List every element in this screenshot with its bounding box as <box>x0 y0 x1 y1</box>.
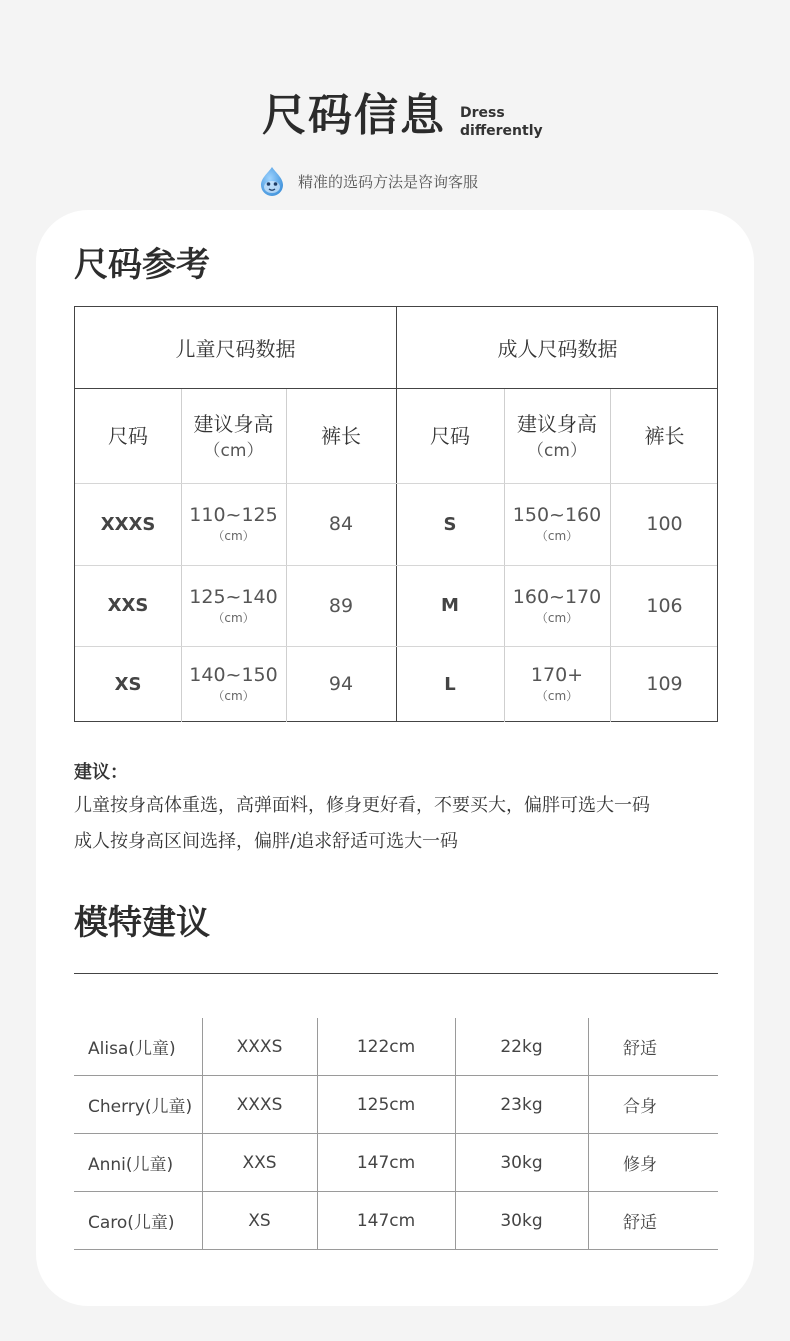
subtitle-block <box>256 165 478 197</box>
model-weight: 30kg <box>500 1210 543 1231</box>
height-unit: （cm） <box>212 689 255 703</box>
height-unit: （cm） <box>535 529 579 543</box>
title-block <box>262 86 543 146</box>
model-size: XXXS <box>236 1094 283 1115</box>
height-cell <box>181 483 286 565</box>
pants-cell: 100 <box>646 513 683 535</box>
height-value: 110~125 <box>189 504 278 526</box>
model-column-divider <box>588 1018 589 1250</box>
height-value: 125~140 <box>189 585 278 608</box>
model-section-title: 模特建议 <box>74 903 210 943</box>
advice-line: 成人按身高区间选择，偏胖/追求舒适可选大一码 <box>74 831 459 852</box>
model-column-divider <box>455 1018 456 1250</box>
pants-cell: 109 <box>646 673 683 695</box>
model-height: 122cm <box>356 1036 416 1057</box>
advice-line: 儿童按身高体重选，高弹面料，修身更好看，不要买大，偏胖可选大一码 <box>74 795 650 816</box>
model-fit: 合身 <box>623 1097 657 1117</box>
height-cell <box>181 565 286 646</box>
page-title: 尺码信息 <box>262 90 446 141</box>
model-section-divider <box>74 973 718 974</box>
water-drop-mascot-icon <box>256 165 288 197</box>
model-weight: 23kg <box>500 1094 543 1115</box>
height-unit: （cm） <box>212 529 255 543</box>
model-name: Alisa(儿童) <box>88 1039 176 1059</box>
height-unit: （cm） <box>212 610 255 625</box>
model-row <box>74 1134 718 1192</box>
model-name: Anni(儿童) <box>88 1155 174 1175</box>
model-row <box>74 1076 718 1134</box>
model-height: 147cm <box>356 1210 416 1231</box>
model-height: 147cm <box>356 1152 416 1173</box>
title-english-line1: Dress <box>460 105 505 121</box>
height-value: 170+ <box>530 664 584 686</box>
model-name: Cherry(儿童) <box>88 1097 193 1117</box>
column-header-height <box>504 389 610 483</box>
model-size: XS <box>248 1210 271 1231</box>
size-table <box>74 306 718 722</box>
size-section-title: 尺码参考 <box>74 245 210 285</box>
model-size: XXS <box>242 1152 277 1173</box>
height-cell <box>504 565 610 646</box>
size-cell: S <box>443 513 457 535</box>
column-header-height <box>181 389 286 483</box>
pants-cell: 94 <box>328 673 354 695</box>
size-cell: XXS <box>107 595 149 616</box>
model-name: Caro(儿童) <box>88 1213 175 1233</box>
model-row <box>74 1192 718 1250</box>
advice-block <box>74 758 724 860</box>
height-unit: （cm） <box>535 689 579 703</box>
advice-title: 建议： <box>74 762 128 783</box>
model-weight: 30kg <box>500 1152 543 1173</box>
column-header-height-label: 建议身高 <box>517 411 597 436</box>
size-cell: L <box>444 673 456 695</box>
pants-cell: 84 <box>328 513 354 535</box>
size-cell: M <box>441 595 459 616</box>
model-column-divider <box>202 1018 203 1250</box>
pants-cell: 106 <box>646 594 683 617</box>
height-value: 150~160 <box>512 504 602 526</box>
height-unit: （cm） <box>535 610 579 625</box>
column-header-height-unit: （cm） <box>527 440 587 461</box>
title-english-line2: differently <box>460 123 543 139</box>
adult-group-header: 成人尺码数据 <box>397 307 718 389</box>
height-cell <box>504 483 610 565</box>
model-row <box>74 1018 718 1076</box>
model-column-divider <box>317 1018 318 1250</box>
size-cell: XXXS <box>100 513 156 535</box>
column-header-height-label: 建议身高 <box>193 411 274 436</box>
height-cell <box>181 646 286 722</box>
column-header-size: 尺码 <box>430 424 470 448</box>
page-header <box>0 0 790 210</box>
column-header-size: 尺码 <box>108 424 148 448</box>
model-height: 125cm <box>356 1094 416 1115</box>
model-fit: 修身 <box>623 1155 657 1175</box>
model-size: XXXS <box>236 1036 283 1057</box>
kids-group-header: 儿童尺码数据 <box>75 307 396 389</box>
model-table <box>74 1018 718 1250</box>
model-weight: 22kg <box>500 1036 543 1057</box>
model-fit: 舒适 <box>623 1213 657 1233</box>
height-value: 160~170 <box>512 585 602 608</box>
height-value: 140~150 <box>189 664 278 686</box>
model-fit: 舒适 <box>623 1039 657 1059</box>
column-header-pants: 裤长 <box>321 424 361 448</box>
pants-cell: 89 <box>328 594 354 617</box>
content-card <box>36 210 754 1306</box>
column-header-pants: 裤长 <box>644 424 685 448</box>
height-cell <box>504 646 610 722</box>
title-english <box>460 104 543 140</box>
subtitle-text: 精准的选码方法是咨询客服 <box>298 172 479 191</box>
column-header-height-unit: （cm） <box>203 440 264 461</box>
size-cell: XS <box>114 673 142 695</box>
